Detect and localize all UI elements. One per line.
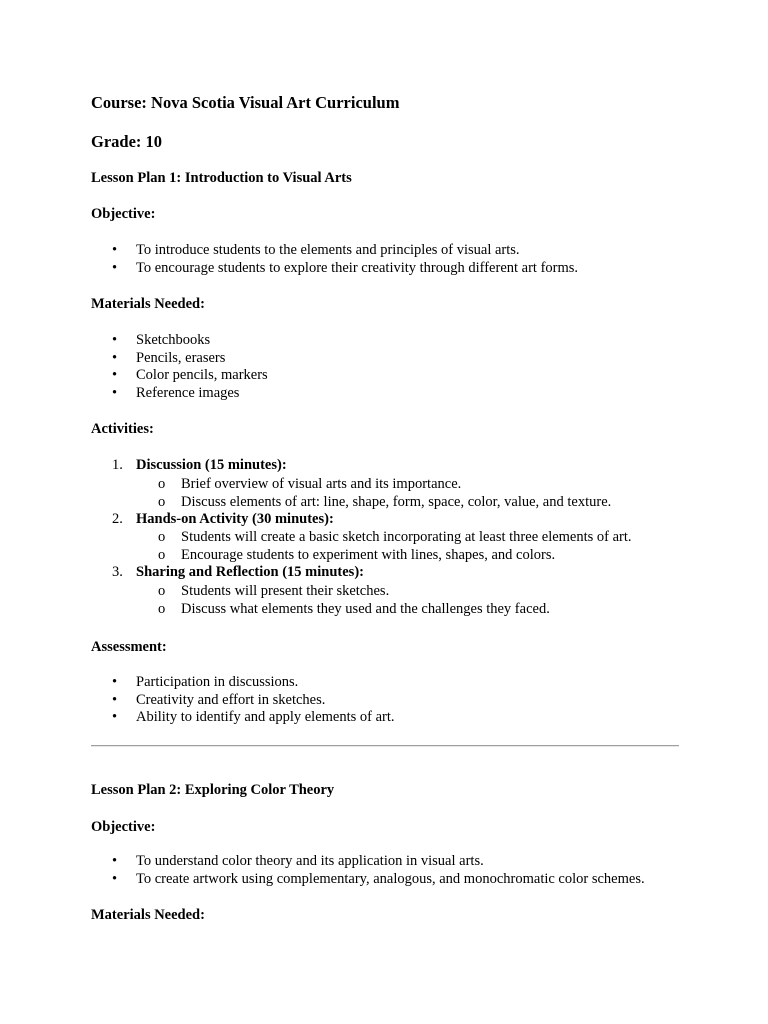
lesson2-objective-heading: Objective: xyxy=(91,819,156,835)
list-item: o Discuss elements of art: line, shape, form, space, color, value, and texture. xyxy=(136,493,632,511)
lesson1-materials-list xyxy=(91,332,268,403)
activity-number: 3. xyxy=(112,564,123,581)
activity-points xyxy=(136,528,632,564)
lesson1-activities-heading: Activities: xyxy=(91,421,154,437)
list-item: • Color pencils, markers xyxy=(91,367,268,385)
list-item: • To encourage students to explore their creativity through different art forms. xyxy=(91,260,578,278)
list-item: • To create artwork using complementary, analogous, and monochromatic color schemes. xyxy=(91,871,645,889)
lesson1-assessment-heading: Assessment: xyxy=(91,639,167,655)
activity-points xyxy=(136,582,632,618)
list-item: • Reference images xyxy=(91,385,268,403)
list-item: • Sketchbooks xyxy=(91,332,268,350)
activity-item xyxy=(91,457,632,511)
list-item: • Pencils, erasers xyxy=(91,350,268,368)
activity-title: Sharing and Reflection (15 minutes): xyxy=(136,564,364,581)
lesson1-objective-heading: Objective: xyxy=(91,206,156,222)
course-title: Course: Nova Scotia Visual Art Curriculum xyxy=(91,93,400,112)
activity-number: 1. xyxy=(112,457,123,473)
lesson1-objectives-list xyxy=(91,242,578,277)
list-item: • Participation in discussions. xyxy=(91,674,395,692)
activity-item xyxy=(91,511,632,565)
lesson2-materials-heading: Materials Needed: xyxy=(91,907,205,923)
list-item: o Encourage students to experiment with lines, shapes, and colors. xyxy=(136,546,632,564)
list-item: • To introduce students to the elements and principles of visual arts. xyxy=(91,242,578,260)
list-item: o Students will create a basic sketch incorporating at least three elements of art. xyxy=(136,528,632,546)
section-divider xyxy=(91,745,679,747)
list-item: • To understand color theory and its application in visual arts. xyxy=(91,853,645,871)
activity-points xyxy=(136,475,632,511)
list-item: o Students will present their sketches. xyxy=(136,582,632,600)
list-item: o Discuss what elements they used and the challenges they faced. xyxy=(136,600,632,618)
grade-heading: Grade: 10 xyxy=(91,132,163,151)
activity-title: Discussion (15 minutes): xyxy=(136,457,287,473)
activity-number: 2. xyxy=(112,510,123,527)
lesson1-materials-heading: Materials Needed: xyxy=(91,296,205,312)
lesson2-title: Lesson Plan 2: Exploring Color Theory xyxy=(91,782,335,798)
lesson1-assessment-list xyxy=(91,674,395,727)
list-item: o Brief overview of visual arts and its importance. xyxy=(136,475,632,493)
activity-title: Hands-on Activity (30 minutes): xyxy=(136,510,334,527)
activity-item xyxy=(91,564,632,618)
list-item: • Creativity and effort in sketches. xyxy=(91,692,395,710)
lesson1-title: Lesson Plan 1: Introduction to Visual Arts xyxy=(91,170,352,186)
lesson2-objectives-list xyxy=(91,853,645,888)
list-item: • Ability to identify and apply elements of art. xyxy=(91,709,395,727)
lesson1-activities-list xyxy=(91,457,632,618)
